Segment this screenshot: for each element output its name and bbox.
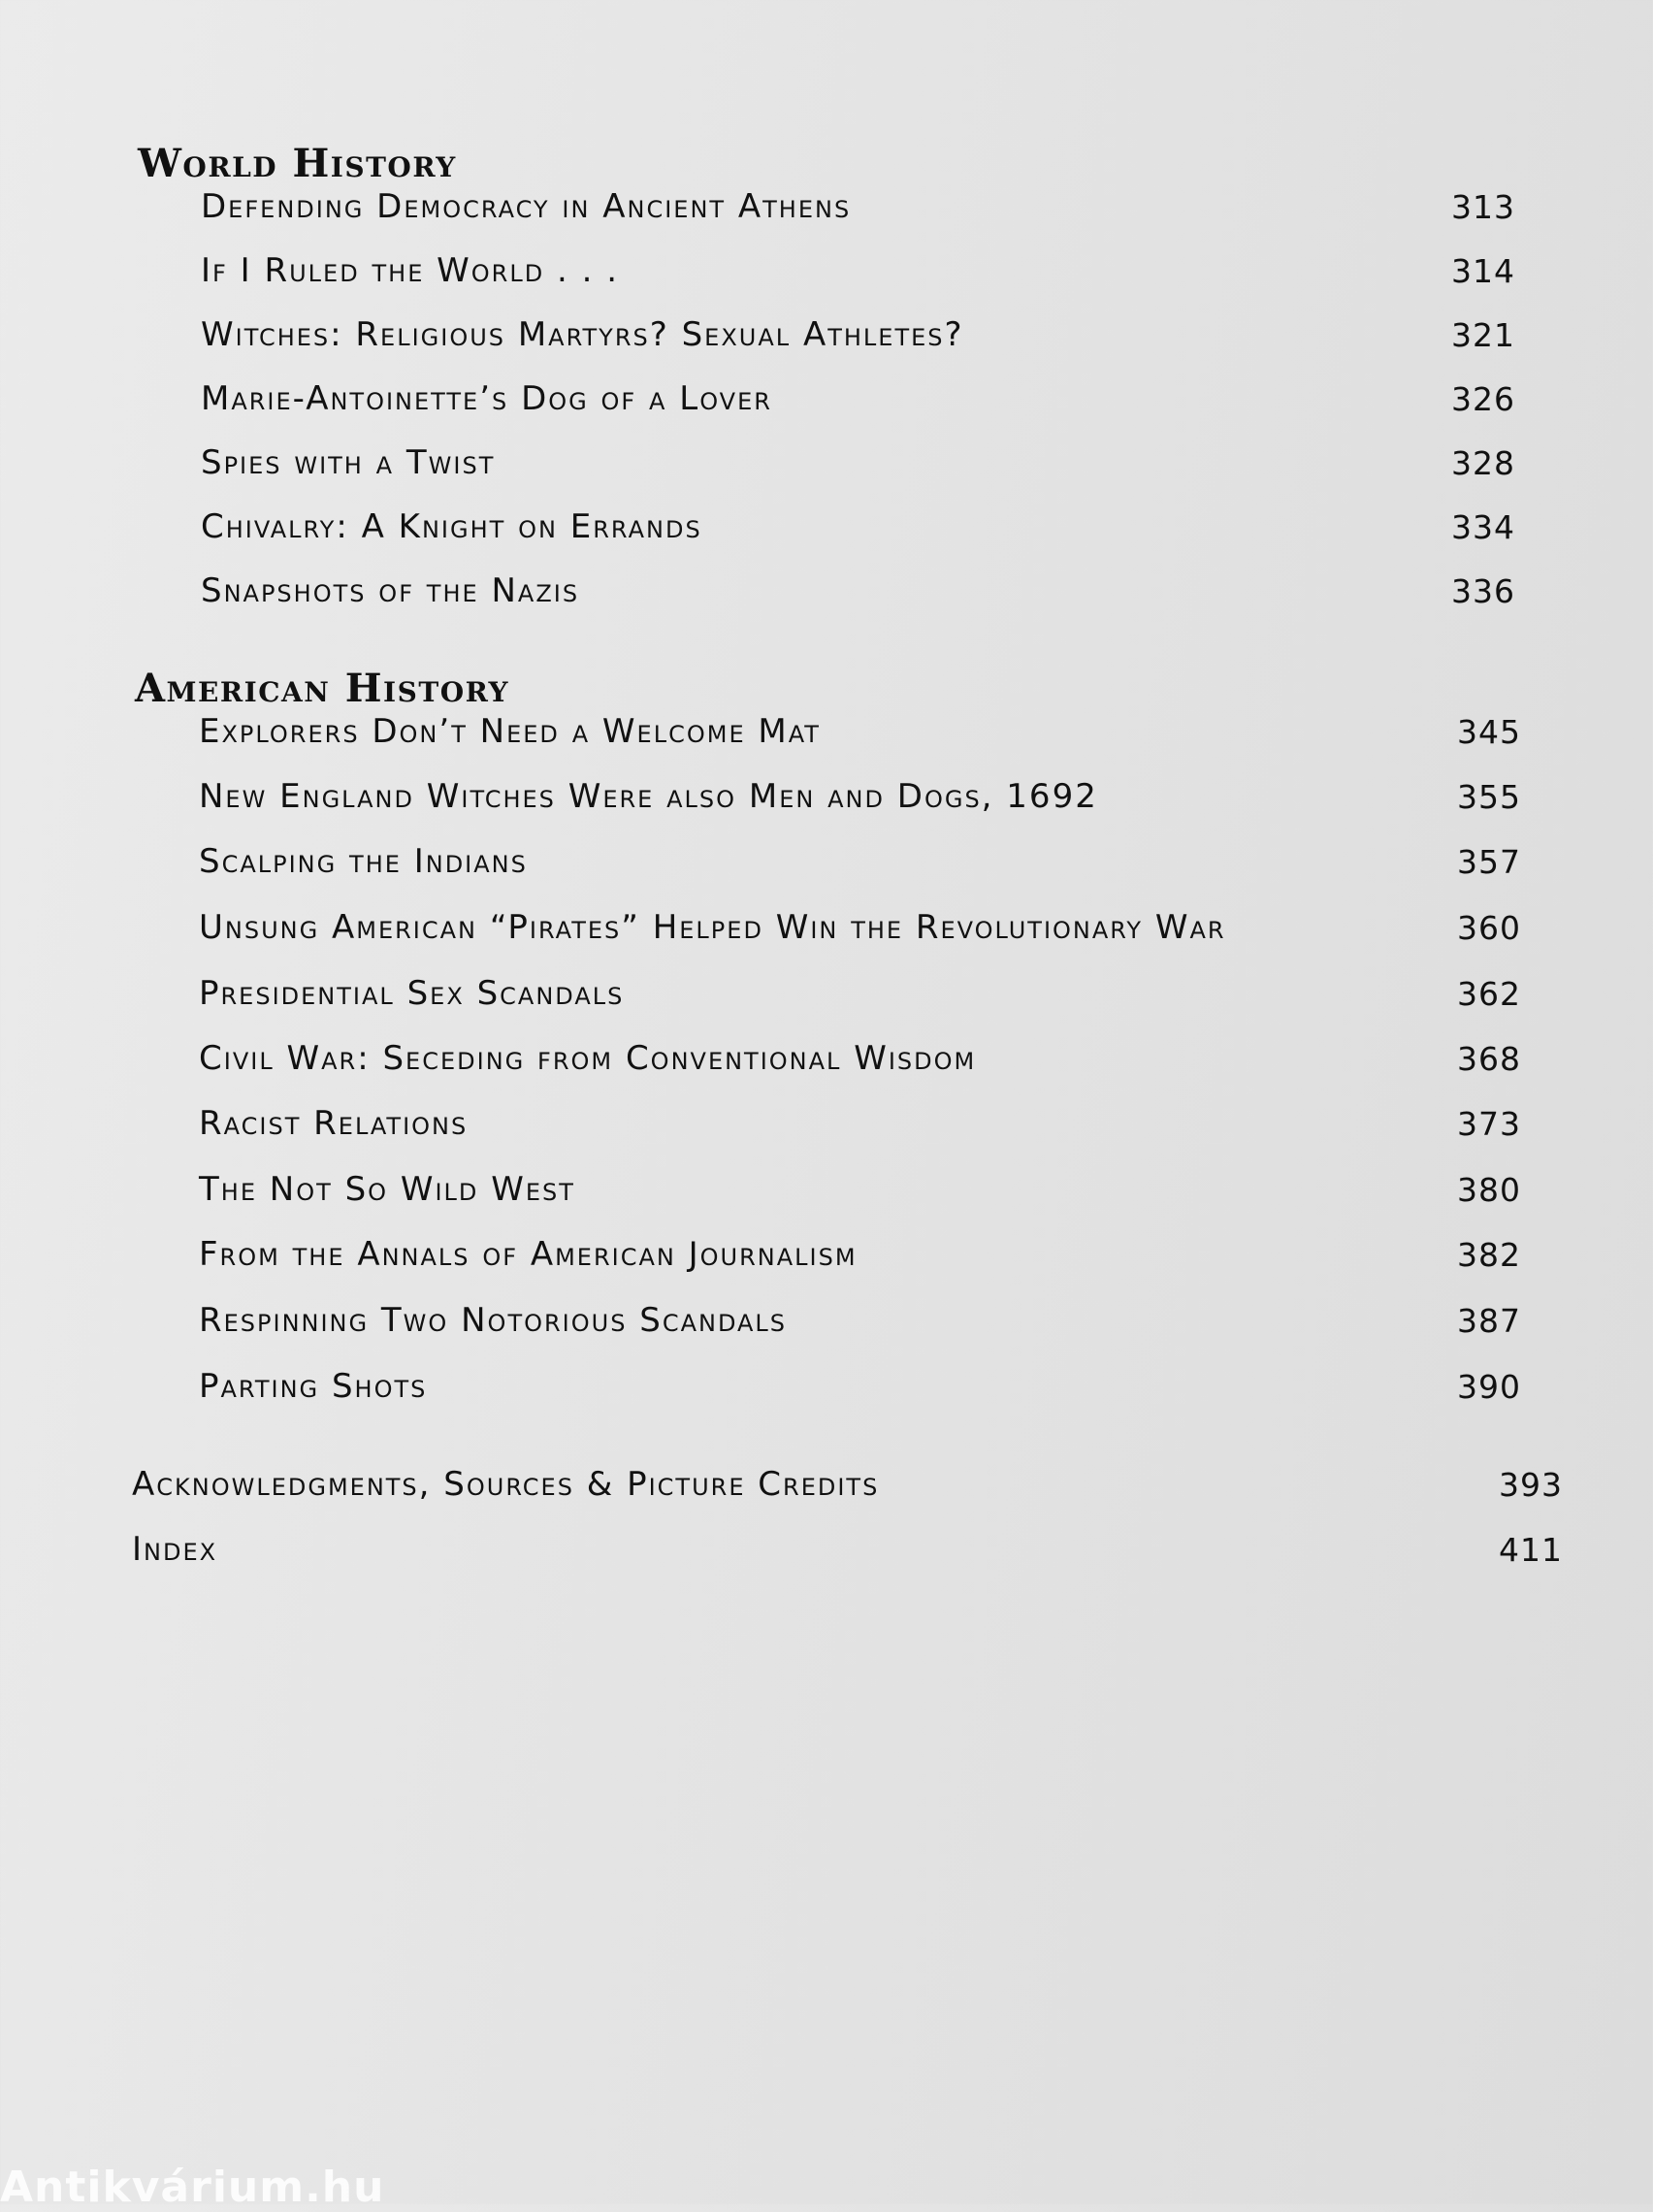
toc-entry bbox=[199, 1362, 1521, 1411]
toc-entry-page: 357 bbox=[1457, 842, 1521, 881]
toc-entry-title: Respinning Two Notorious Scandals bbox=[199, 1301, 788, 1340]
toc-entry-title: Index bbox=[132, 1530, 218, 1569]
toc-entry-page: 360 bbox=[1457, 908, 1521, 947]
toc-entry-page: 326 bbox=[1451, 379, 1515, 418]
toc-entry-title: Spies with a Twist bbox=[201, 443, 496, 482]
toc-entry-title: From the Annals of American Journalism bbox=[199, 1235, 858, 1274]
world-history-heading: World History bbox=[138, 141, 457, 186]
toc-entry-page: 411 bbox=[1499, 1530, 1563, 1569]
toc-entry bbox=[201, 246, 1515, 295]
toc-entry-page: 382 bbox=[1457, 1235, 1521, 1274]
toc-entry-title: Scalping the Indians bbox=[199, 842, 528, 881]
toc-entry bbox=[132, 1525, 1563, 1574]
toc-entry-page: 334 bbox=[1451, 507, 1515, 546]
toc-entry bbox=[132, 1460, 1563, 1509]
toc-entry-page: 393 bbox=[1499, 1465, 1563, 1504]
toc-entry bbox=[199, 1296, 1521, 1345]
toc-entry bbox=[199, 772, 1521, 821]
toc-entry-page: 373 bbox=[1457, 1104, 1521, 1143]
toc-entry bbox=[201, 503, 1515, 551]
toc-entry bbox=[201, 567, 1515, 615]
toc-entry-page: 355 bbox=[1457, 777, 1521, 816]
toc-entry-page: 387 bbox=[1457, 1301, 1521, 1340]
toc-entry bbox=[199, 1230, 1521, 1279]
toc-entry bbox=[199, 1165, 1521, 1214]
toc-entry-title: Unsung American “Pirates” Helped Win the Revolutionary War bbox=[199, 908, 1226, 947]
toc-entry-page: 345 bbox=[1457, 712, 1521, 751]
american-history-heading: American History bbox=[135, 666, 510, 711]
toc-entry-title: Presidential Sex Scandals bbox=[199, 974, 625, 1013]
toc-entry-page: 314 bbox=[1451, 251, 1515, 290]
toc-entry-page: 380 bbox=[1457, 1170, 1521, 1209]
toc-entry-title: New England Witches Were also Men and Dogs, 1692 bbox=[199, 777, 1098, 816]
toc-entry-title: Civil War: Seceding from Conventional Wisdom bbox=[199, 1039, 977, 1078]
toc-entry bbox=[199, 837, 1521, 886]
toc-entry-title: Marie-Antoinette’s Dog of a Lover bbox=[201, 379, 772, 418]
toc-entry-title: Witches: Religious Martyrs? Sexual Athletes? bbox=[201, 315, 964, 354]
toc-entry bbox=[201, 439, 1515, 487]
toc-entry-page: 336 bbox=[1451, 571, 1515, 610]
toc-entry bbox=[199, 1034, 1521, 1083]
toc-entry bbox=[201, 374, 1515, 423]
toc-entry-title: If I Ruled the World . . . bbox=[201, 251, 620, 290]
toc-entry-title: Explorers Don’t Need a Welcome Mat bbox=[199, 712, 821, 751]
toc-entry-title: Snapshots of the Nazis bbox=[201, 571, 580, 610]
toc-entry bbox=[199, 969, 1521, 1018]
toc-entry-page: 321 bbox=[1451, 315, 1515, 354]
toc-entry bbox=[199, 707, 1521, 756]
toc-entry-page: 328 bbox=[1451, 443, 1515, 482]
toc-entry-title: Chivalry: A Knight on Errands bbox=[201, 507, 702, 546]
toc-entry-page: 368 bbox=[1457, 1039, 1521, 1078]
watermark-text: Antikvárium.hu bbox=[0, 2163, 385, 2212]
toc-entry-title: The Not So Wild West bbox=[199, 1170, 575, 1209]
toc-entry-title: Parting Shots bbox=[199, 1367, 428, 1406]
toc-entry-title: Racist Relations bbox=[199, 1104, 469, 1143]
toc-entry-page: 390 bbox=[1457, 1367, 1521, 1406]
toc-entry-page: 313 bbox=[1451, 187, 1515, 226]
toc-entry-page: 362 bbox=[1457, 974, 1521, 1013]
toc-entry bbox=[199, 1099, 1521, 1148]
toc-entry-title: Acknowledgments, Sources & Picture Credits bbox=[132, 1465, 880, 1504]
toc-entry bbox=[199, 903, 1521, 952]
toc-entry-title: Defending Democracy in Ancient Athens bbox=[201, 187, 852, 226]
toc-entry bbox=[201, 182, 1515, 231]
toc-entry bbox=[201, 310, 1515, 359]
